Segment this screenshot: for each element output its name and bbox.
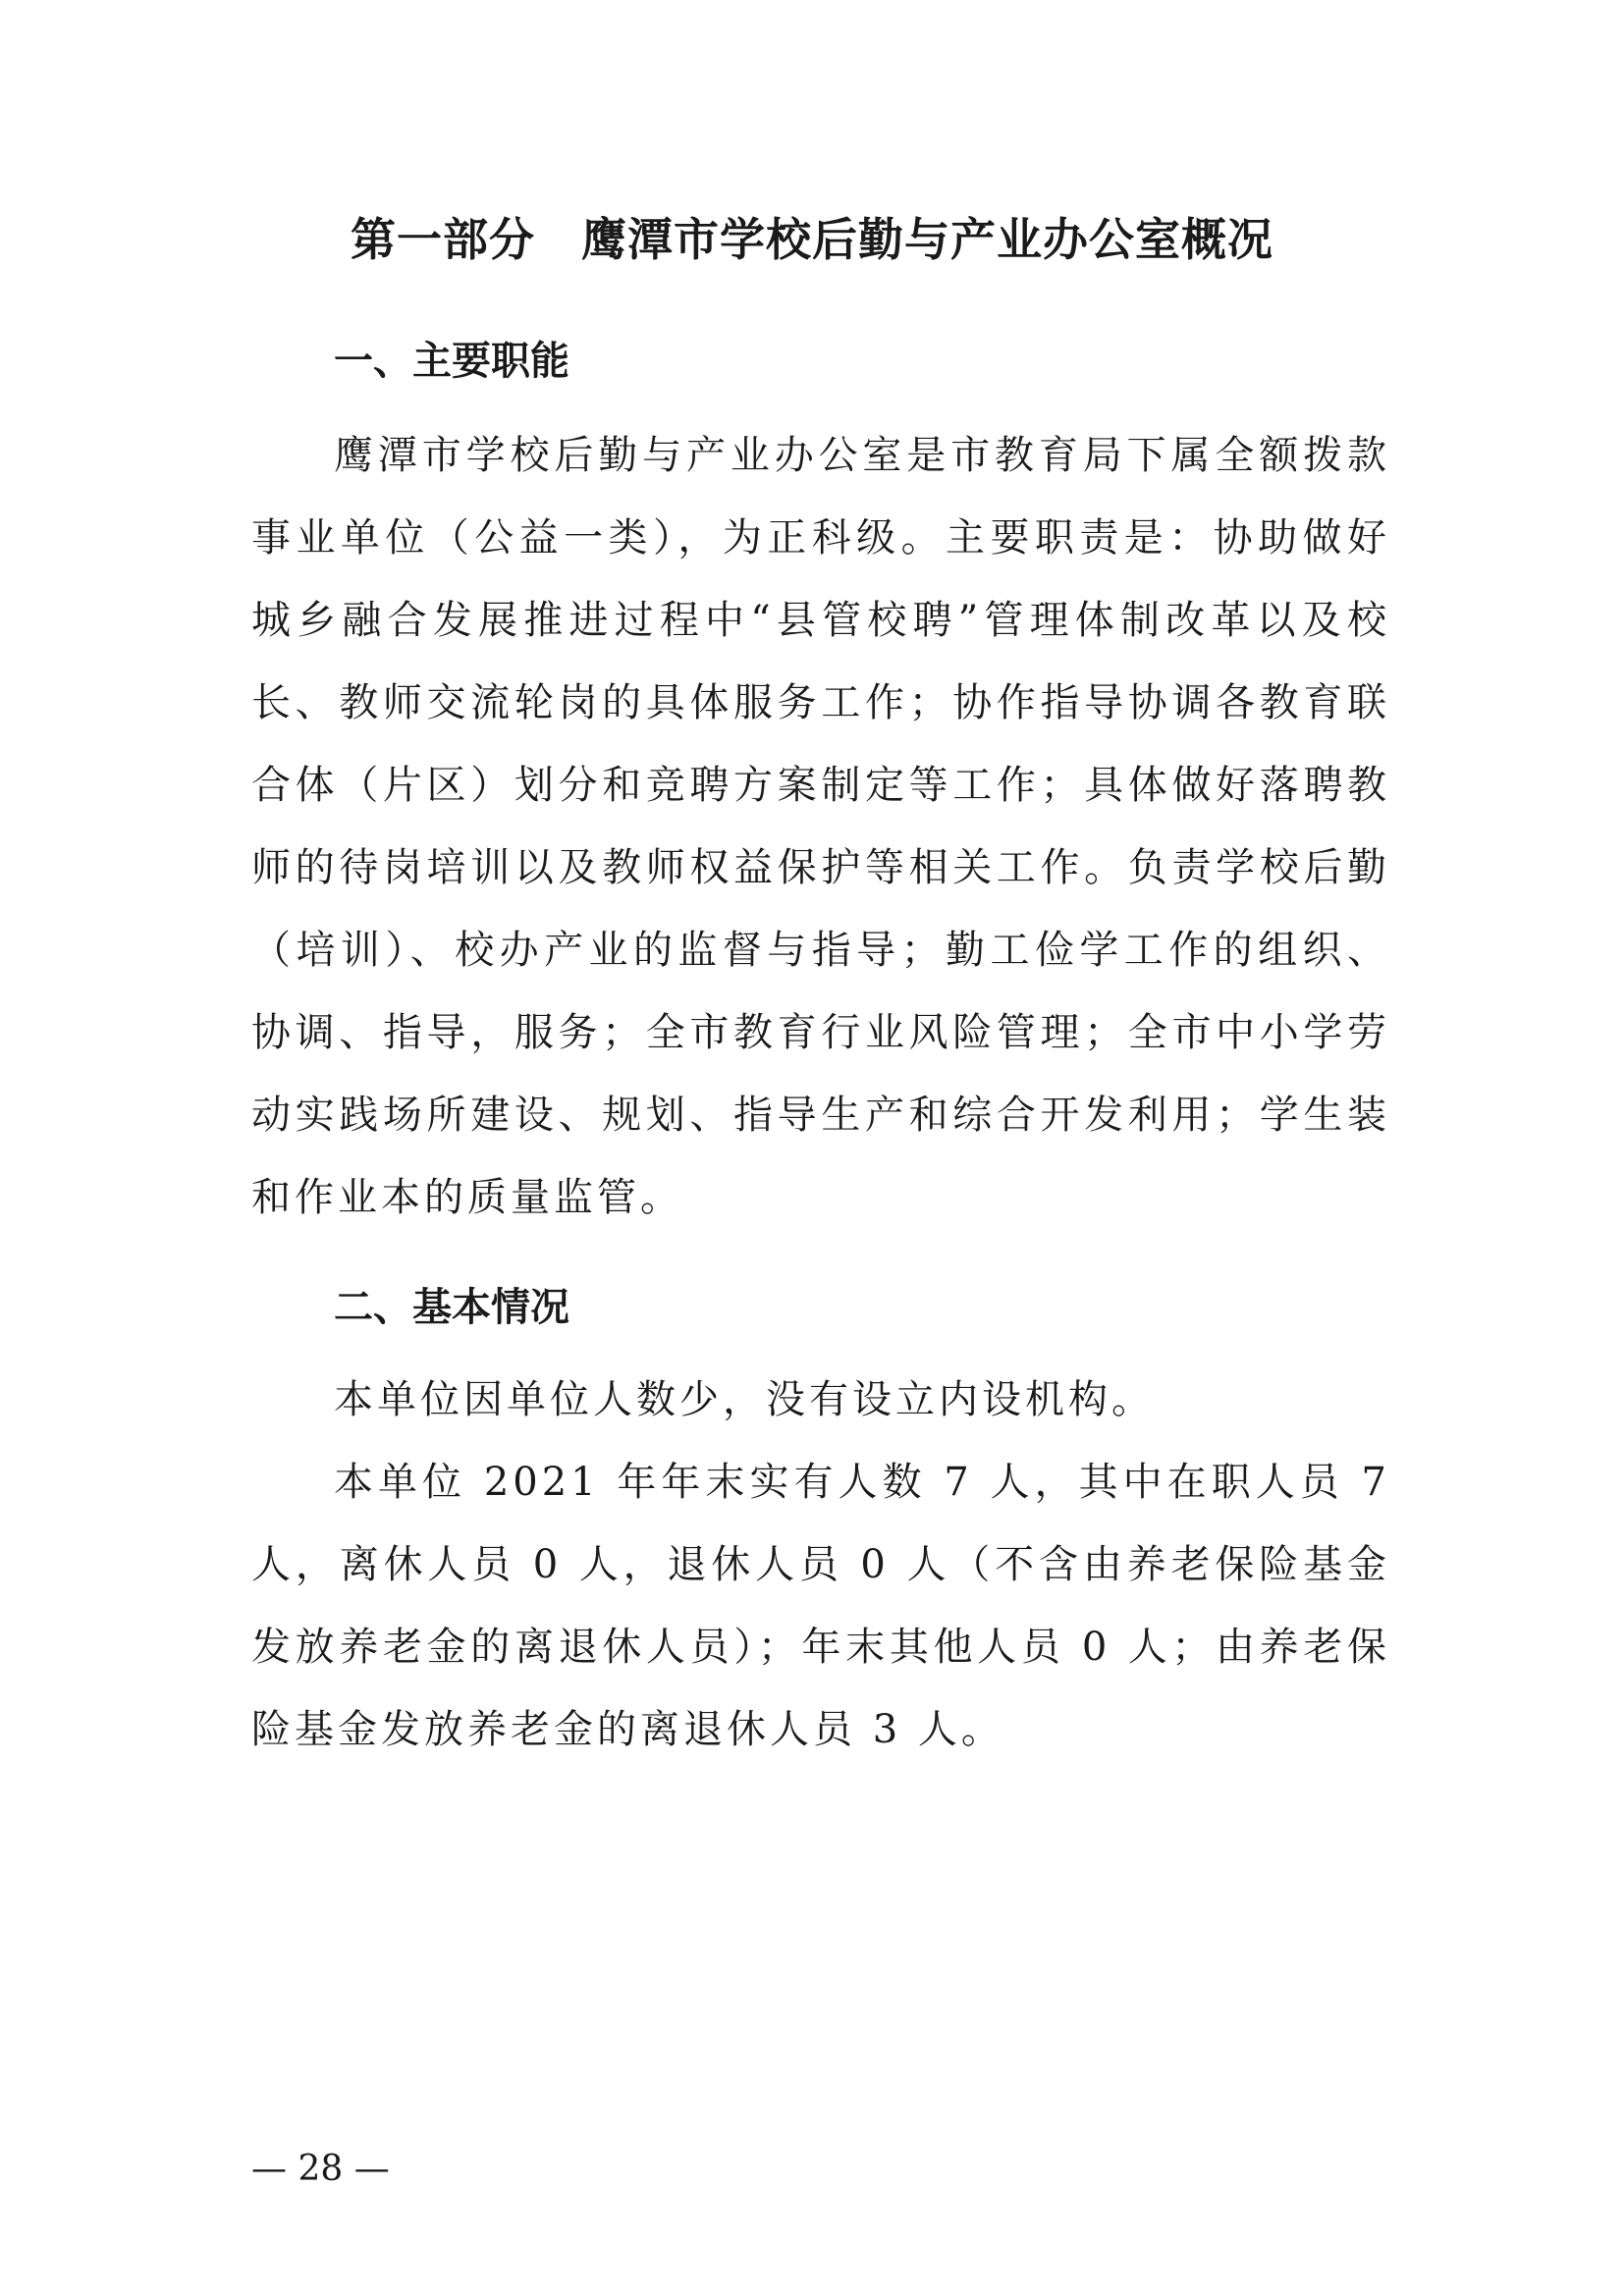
section-heading-basic-info: 二、基本情况 (334, 1285, 569, 1330)
paragraph-no-internal-departments: 本单位因单位人数少，没有设立内设机构。 (334, 1377, 1155, 1422)
paragraph-main-functions: 鹰潭市学校后勤与产业办公室是市教育局下属全额拨款事业单位（公益一类），为正科级。主要职责是：协助做好城乡融合发展推进过程中“县管校聘”管理体制改革以及校长、教师交流轮岗的具体服务工作；协作指导协调各教育联合体（片区）划分和竞聘方案制定等工作；具体做好落聘教师的待岗培训以及教师权益保护等相关工作。负责学校后勤（培训）、校办产业的监督与指导；勤工俭学工作的组织、协调、指导，服务；全市教育行业风险管理；全市中小学劳动实践场所建设、规划、指导生产和综合开发利用；学生装和作业本的质量监管。 (251, 433, 1390, 1220)
page-number: — 28 — (251, 2149, 390, 2189)
page-title: 第一部分 鹰潭市学校后勤与产业办公室概况 (351, 213, 1273, 266)
section-heading-main-functions: 一、主要职能 (334, 339, 569, 384)
paragraph-staff-count: 本单位 2021 年年末实有人数 7 人，其中在职人员 7 人，离休人员 0 人，退休人员 0 人（不含由养老保险基金发放养老金的离退休人员）；年末其他人员 0 人；由养老保险基金发放养老金的离退休人员 3 人。 (251, 1460, 1390, 1752)
